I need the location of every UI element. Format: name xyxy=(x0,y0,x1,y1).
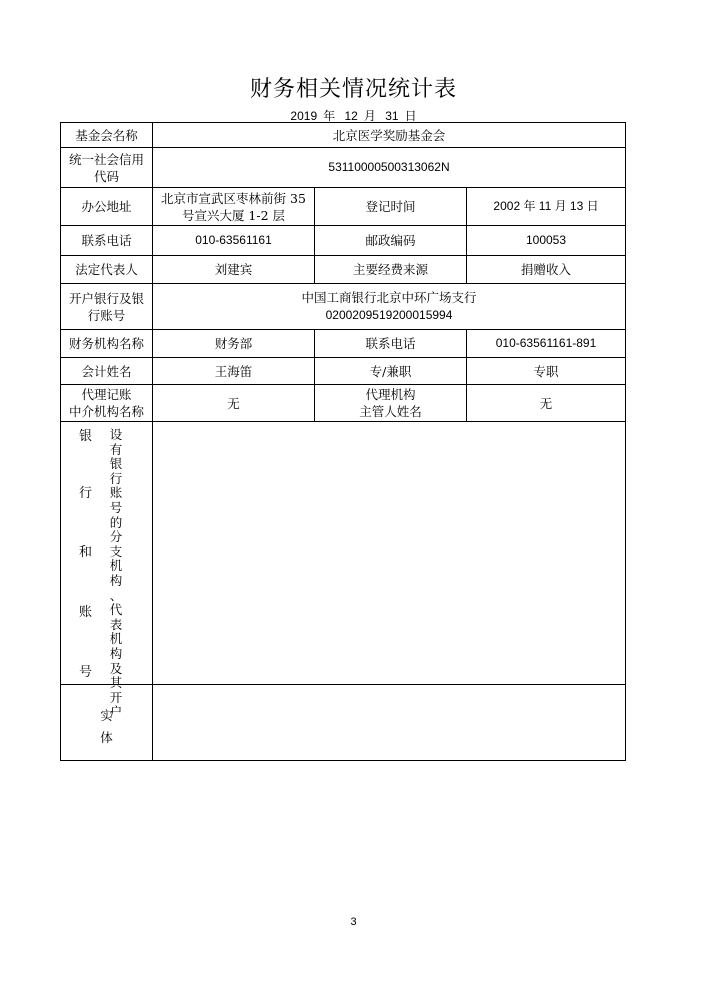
value-employment-type: 专职 xyxy=(467,358,626,385)
label-bank-line2: 行账号 xyxy=(87,307,126,323)
financial-stats-table xyxy=(60,122,626,761)
vertical-description-char: 分 xyxy=(109,529,123,545)
label-credit-code-line2: 代码 xyxy=(93,168,119,184)
label-credit-code xyxy=(61,148,153,188)
label-finance-dept: 财务机构名称 xyxy=(61,330,153,358)
vertical-description-char: 设 xyxy=(109,427,123,442)
date-day-unit: 日 xyxy=(404,109,417,123)
value-postcode: 100053 xyxy=(467,226,626,256)
label-finance-phone: 联系电话 xyxy=(315,330,467,358)
vertical-description-char: 机 xyxy=(109,631,123,647)
vertical-description-char: 账 xyxy=(109,485,123,501)
row-phone xyxy=(61,226,626,256)
vertical-description-char: 的 xyxy=(109,514,123,530)
vertical-char-5: 号 xyxy=(79,665,93,680)
page-number: 3 xyxy=(350,916,357,928)
value-foundation-name: 北京医学奖励基金会 xyxy=(153,123,626,148)
label-credit-code-line1: 统一社会信用 xyxy=(68,151,144,167)
row-office xyxy=(61,188,626,226)
vertical-description-char: 其 xyxy=(109,675,123,691)
label-employment-type: 专/兼职 xyxy=(315,358,467,385)
value-finance-phone: 010-63561161-891 xyxy=(467,330,626,358)
value-office-address-line1: 北京市宣武区枣林前街 35 xyxy=(161,190,306,206)
vertical-char-1: 银 xyxy=(79,429,93,444)
label-phone: 联系电话 xyxy=(61,226,153,256)
label-foundation-name: 基金会名称 xyxy=(61,123,153,148)
label-agency xyxy=(61,385,153,422)
vertical-description xyxy=(109,428,123,720)
row-finance-dept xyxy=(61,330,626,358)
label-agency-line2: 中介机构名称 xyxy=(68,404,144,419)
vertical-description-char: 支 xyxy=(109,543,123,559)
label-entity xyxy=(61,685,153,761)
value-entity xyxy=(153,685,626,761)
row-agency xyxy=(61,385,626,422)
value-branches xyxy=(153,422,626,685)
row-bank xyxy=(61,284,626,330)
label-entity-char-1: 实 xyxy=(100,708,113,723)
label-bank xyxy=(61,284,153,330)
value-bank-account: 0200209519200015994 xyxy=(325,308,453,322)
value-legal-rep: 刘建宾 xyxy=(153,256,315,284)
vertical-description-char: 开 xyxy=(109,689,123,705)
vertical-description-char: 代 xyxy=(109,602,123,618)
value-agency-head: 无 xyxy=(467,385,626,422)
vertical-description-char: 行 xyxy=(109,470,123,486)
label-accountant: 会计姓名 xyxy=(61,358,153,385)
value-phone: 010-63561161 xyxy=(153,226,315,256)
row-entity xyxy=(61,685,626,761)
date-day: 31 xyxy=(385,109,399,123)
value-office-address-line2: 号宣兴大厦 1-2 层 xyxy=(181,207,286,223)
label-agency-head xyxy=(315,385,467,422)
label-entity-char-2: 体 xyxy=(100,730,113,745)
vertical-description-char: 银 xyxy=(109,456,123,472)
value-office-address xyxy=(153,188,315,226)
date-month: 12 xyxy=(344,109,358,123)
value-registration-time: 2002 年 11 月 13 日 xyxy=(467,188,626,226)
label-agency-head-line2: 主管人姓名 xyxy=(359,404,422,419)
date-year-unit: 年 xyxy=(323,109,336,123)
vertical-char-3: 和 xyxy=(79,545,93,560)
vertical-description-char: 构 xyxy=(109,572,123,588)
date-month-unit: 月 xyxy=(363,109,376,123)
value-bank-name: 中国工商银行北京中环广场支行 xyxy=(301,290,477,305)
vertical-description-char: 表 xyxy=(109,616,123,632)
vertical-description-char: 户 xyxy=(109,704,123,720)
label-agency-head-line1: 代理机构 xyxy=(365,387,416,402)
label-legal-rep: 法定代表人 xyxy=(61,256,153,284)
row-credit-code xyxy=(61,148,626,188)
row-foundation-name xyxy=(61,123,626,148)
label-postcode: 邮政编码 xyxy=(315,226,467,256)
vertical-description-char: 构 xyxy=(109,645,123,661)
label-branches xyxy=(61,422,153,720)
vertical-description-char: 、 xyxy=(109,587,123,603)
label-office-address: 办公地址 xyxy=(61,188,153,226)
value-accountant: 王海笛 xyxy=(153,358,315,385)
label-bank-line1: 开户银行及银 xyxy=(68,290,144,306)
label-registration-time: 登记时间 xyxy=(315,188,467,226)
value-credit-code: 53110000500313062N xyxy=(153,148,626,188)
date-year: 2019 xyxy=(290,109,318,123)
row-branches xyxy=(61,422,626,685)
value-finance-dept: 财务部 xyxy=(153,330,315,358)
vertical-description-char: 号 xyxy=(109,499,123,515)
value-agency: 无 xyxy=(153,385,315,422)
row-accountant xyxy=(61,358,626,385)
value-funding-source: 捐赠收入 xyxy=(467,256,626,284)
vertical-description-char: 及 xyxy=(109,660,123,676)
label-agency-line1: 代理记账 xyxy=(81,387,132,402)
value-bank xyxy=(153,284,626,330)
row-legal-rep xyxy=(61,256,626,284)
label-funding-source: 主要经费来源 xyxy=(315,256,467,284)
page-title: 财务相关情况统计表 xyxy=(249,77,457,102)
vertical-description-char: 有 xyxy=(109,441,123,457)
vertical-char-4: 账 xyxy=(79,605,93,620)
vertical-char-2: 行 xyxy=(79,486,93,501)
vertical-description-char: 机 xyxy=(109,558,123,574)
